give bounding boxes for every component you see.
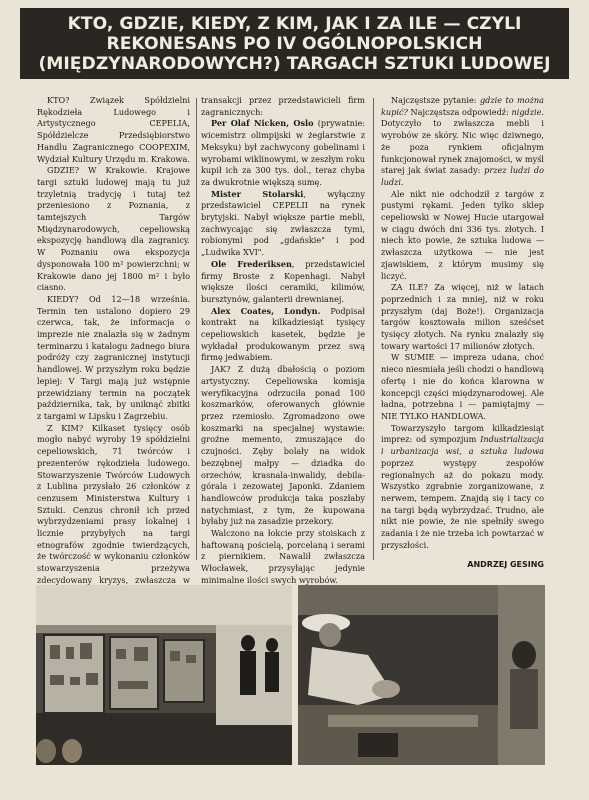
paragraph-ale-nikt: Ale nikt nie odchodził z targów z pustymi rękami. Jeden tylko sklep cepeliowski w Nowej Hucie utargował w ciągu dwóch dni 336 tys. złotych. I niech kto powie, że sztuka ludowa — zwłaszcza użytkowa — nie jest zjawiskiem, z którym musimy się liczyć. [381, 188, 544, 281]
headline-line-3: (MIĘDZYNARODOWYCH?) TARGACH SZTUKI LUDOWEJ [38, 54, 551, 74]
headline-line-1: KTO, GDZIE, KIEDY, Z KIM, JAK I ZA ILE — CZYLI [67, 14, 522, 34]
text-run: Najczęstsza odpowiedź: [407, 106, 512, 117]
page-bottom-margin [0, 770, 589, 800]
italic-question: gdzie to można kupić? [381, 95, 544, 117]
firm-entry-coates [201, 306, 365, 365]
article-column-3 [381, 95, 544, 581]
firm-name-frederiksen: Ole Frederiksen [211, 258, 292, 269]
text-run: . Dotyczyło to zwłaszcza mebli i wyrobów ze skóry. Nic więc dziwnego, że poza rynkiem oficjalnym funkcjonował rynek znajomości, w myśl starej jak świat zasady: [381, 106, 544, 176]
firm-entry-nicken [201, 118, 365, 188]
photo-craftsman-at-work [298, 585, 545, 765]
paragraph-towarzyszylo [381, 423, 544, 552]
firm-text-frederiksen: , przedstawiciel firmy Broste z Kopenhagi. Nabył większe ilości ceramiki, kilimów, bursztynów, galanterii drewnianej. [201, 258, 365, 304]
firm-name-nicken: Per Olaf Nicken, Oslo [211, 118, 314, 129]
headline-line-2: REKONESANS PO IV OGÓLNOPOLSKICH [106, 34, 483, 54]
firm-text-nicken: (prywatnie: wicemistrz olimpijski w żeglarstwie z Meksyku) był zachwycony gobelinami i wyrobami wiklinowymi, w zeszłym roku kupił ich za 300 tys. dol., teraz chyba za dwukrotnie większą sumę. [201, 118, 366, 187]
firm-entry-frederiksen [201, 259, 365, 306]
firm-name-coates: Alex Coates, Londyn. [211, 305, 321, 316]
paragraph-gdzie: GDZIE? W Krakowie. Krajowe targi sztuki ludowej mają tu już trzyletnią tradycję i tutaj też przeniesiono z Poznania, z tamtejszych Targów Międzynarodowych, cepeliowską ekspozycję handlową dla zagranicy. W Poznaniu owa ekspozycja dysponowała 100 m² powierzchni; w Krakowie dano jej 1800 m² i było ciasno. [37, 165, 190, 293]
text-run: poprzez występy zespołów regionalnych aż do pokazu mody. Wszystko zgrabnie zorganizowane, z nerwem, tempem. Znajdą się i tacy co na targi będą wybrzydzać. Trudno, ale nikt nie powie, że nie spełniły swego zadania i że nie trzeba ich powtarzać w przyszłości. [381, 457, 544, 550]
headline-box [20, 8, 569, 79]
article-column-2 [201, 95, 366, 585]
paragraph-kiedy: KIEDY? Od 12—18 września. Termin ten ustalono dopiero 29 czerwca, tak, że informacja o imprezie nie znalazła się w żadnym terminarzu i katalogu żadnego biura podróży czy zagranicznej instytucji handlowej. W przyszłym roku będzie lepiej: V Targi mają już wstępnie przewidziany termin na początek października, tak, by uniknąć zbitki z targami w Lipsku i Zagrzebiu. [37, 293, 190, 421]
column-divider-1 [196, 98, 197, 560]
text-run: Najczęstsze pytanie: [391, 95, 480, 105]
photo-craftsman-image [298, 585, 545, 765]
firm-name-stolarski: Mister Stolarski [211, 188, 304, 199]
column-divider-2 [373, 98, 374, 560]
firm-text-stolarski: , wyłączny przedstawiciel CEPELII na rynek brytyjski. Nabył większe partie mebli, zachwycając się zwłaszcza tymi, robionymi pod „gdańskie" i pod „Ludwika XVI". [201, 188, 365, 258]
firm-entry-stolarski [201, 189, 365, 259]
paragraph-transakcje: transakcji przez przedstawicieli firm zagranicznych: [201, 95, 365, 117]
paragraph-z-kim: Z KIM? Kilkaset tysięcy osób mogło nabyć wyroby 19 spółdzielni cepeliowskich, 71 twórców i prezenterów rękodzieła ludowego. Stowarzyszenie Twórców Ludowych z Lublina przysłało 26 członków z cenzusem Ministerstwa Kultury i Sztuki. Cenzus chronił ich przed wybrzydzeniami prasy lokalnej i licznie przybyłych na targi etnografów zgodnie twierdzących, że twórczość w wykonaniu członków stowarzyszenia przeżywa zdecydowany kryzys, zwłaszcza w [37, 422, 190, 585]
paragraph-walczono: Walczono na łokcie przy stoiskach z haftowaną pościelą, porcelaną i serami z piernikiem. Nawalił zwłaszcza Włocławek, przysyłając jedynie minimalne ilości swych wyrobów. [201, 528, 365, 585]
author-byline: ANDRZEJ GESING [467, 560, 544, 570]
paragraph-w-sumie: W SUMIE — impreza udana, choć nieco niesmiała jeśli chodzi o handlową ofertę i nie do końca klarowna w koncepcji części międzynarodowej. Ale ładna, potrzebna i — pamiętajmy — NIE TYLKO HANDLOWA. [381, 352, 544, 421]
paragraph-jak: JAK? Z dużą dbałością o poziom artystyczny. Cepeliowska komisja weryfikacyjna odrzuciła ponad 100 koszmarków, oferowanych głównie przez rzemiosło. Zgromadzono owe koszmarki na specjalnej wystawie: groźne memento, zmuszające do czujności. Zęby bolały na widok bezzębnej małpy — dziadka do orzechów, krasnala-inwalidy, debila-górala i zezowatej Japonki. Zdaniem handlowców produkcja taka poszłaby natychmiast, z tym, że kupowana byłaby już na zasadzie przekory. [201, 364, 365, 527]
photo-exhibition-hall [36, 585, 292, 765]
italic-symposium-title: Industrializacja i urbanizacja wsi, a sztuka ludowa [381, 434, 544, 457]
paragraph-za-ile: ZA ILE? Za więcej, niż w latach poprzednich i za mniej, niż w roku przyszłym (daj Boże!). Organizacja targów kosztowała milion sześćset tysięcy złotych. Na rynku znalazły się towary wartości 17 milionów złotych. [381, 282, 544, 351]
paragraph-kto: KTO? Związek Spółdzielni Rękodzieła Ludowego i Artystycznego CEPELIA, Spółdzielcze Przedsiębiorstwo Handlu Zagranicznego COOPEXIM, Wydział Kultury Urzędu m. Krakowa. [37, 95, 190, 164]
italic-answer: nigdzie [511, 106, 542, 117]
italic-quote: przez ludzi do ludzi. [381, 165, 545, 187]
paragraph-najczestsze-pytanie [381, 95, 544, 189]
photo-exhibition-hall-image [36, 585, 292, 765]
text-run: Towarzyszyło targom kilkadziesiąt imprez: od sympozjum [381, 422, 544, 445]
article-column-1 [37, 95, 190, 585]
firm-text-coates: Podpisał kontrakt na kilkadziesiąt tysięcy cepeliowskich kasetek, będzie je wykładał produkowanym przez swą firmę jedwabiem. [201, 305, 366, 363]
